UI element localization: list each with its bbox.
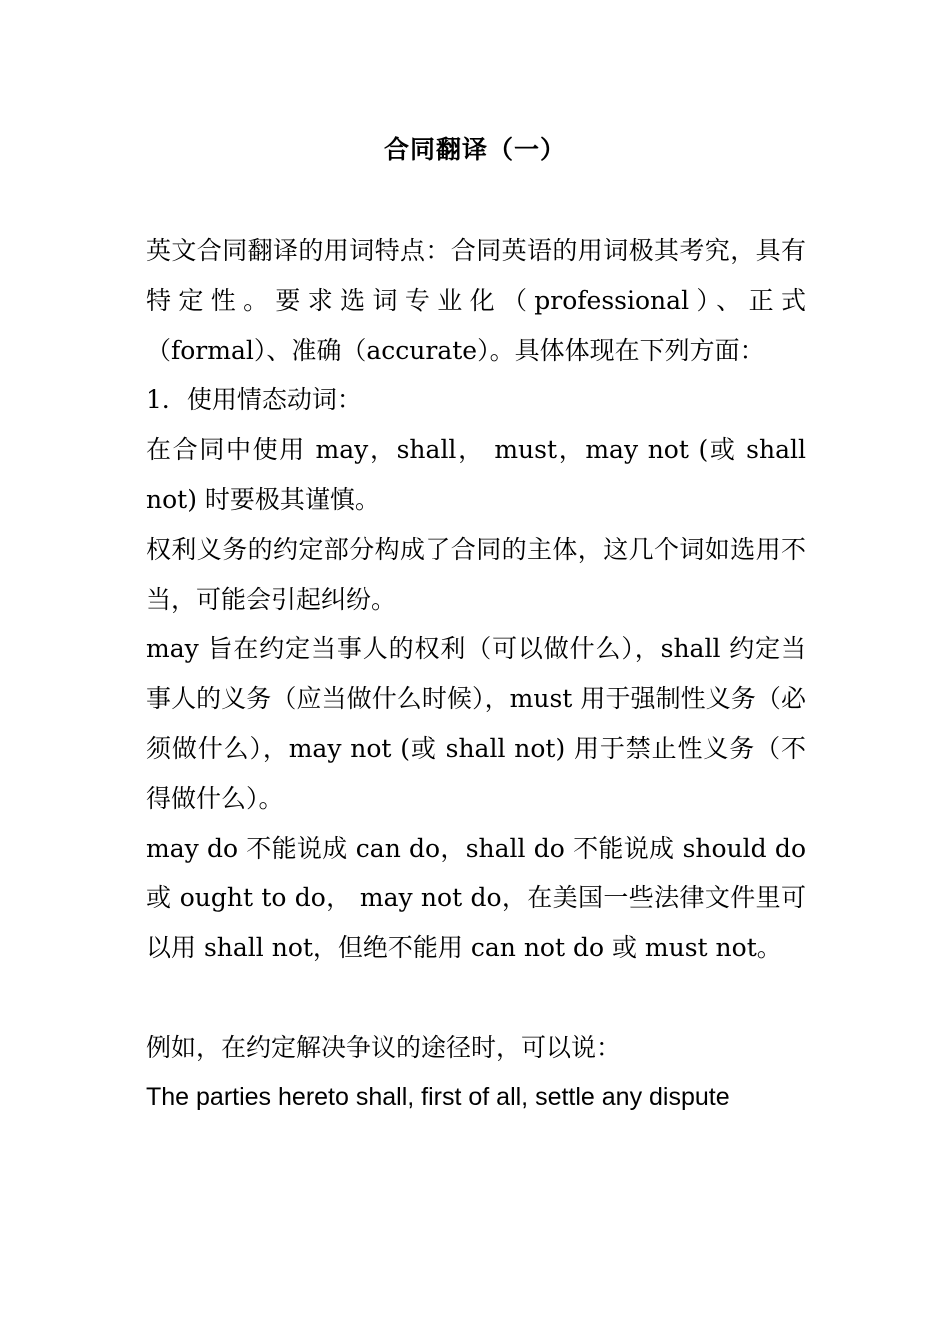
- paragraph-rights-obligations: 权利义务的约定部分构成了合同的主体，这几个词如选用不当，可能会引起纠纷。: [146, 534, 806, 614]
- blank-line: [146, 973, 806, 1023]
- paragraph-intro: 英文合同翻译的用词特点：合同英语的用词极其考究，具有特定性。要求选词专业化（professional）、正式（formal）、准确（accurate）。具体体现在下列方面：: [146, 236, 806, 365]
- paragraph-modal-substitutions: may do 不能说成 can do，shall do 不能说成 should do 或 ought to do， may not do，在美国一些法律文件里可以用 shall not，但绝不能用 can not do 或 must not。: [146, 833, 806, 963]
- paragraph-example-intro: 例如，在约定解决争议的途径时，可以说：: [146, 1032, 622, 1062]
- paragraph-heading-modal-verbs: 1．使用情态动词：: [146, 385, 362, 415]
- document-title: 合同翻译（一）: [383, 135, 566, 164]
- document-body: [146, 226, 806, 1122]
- paragraph-modal-meanings: may 旨在约定当事人的权利（可以做什么），shall 约定当事人的义务（应当做什么时候），must 用于强制性义务（必须做什么），may not (或 shall not) 用于禁止性义务（不得做什么）。: [146, 634, 806, 813]
- paragraph-modal-caution: 在合同中使用 may，shall， must，may not (或 shall not) 时要极其谨慎。: [146, 435, 806, 514]
- paragraph-example-sentence: The parties hereto shall, first of all, settle any dispute: [146, 1082, 730, 1111]
